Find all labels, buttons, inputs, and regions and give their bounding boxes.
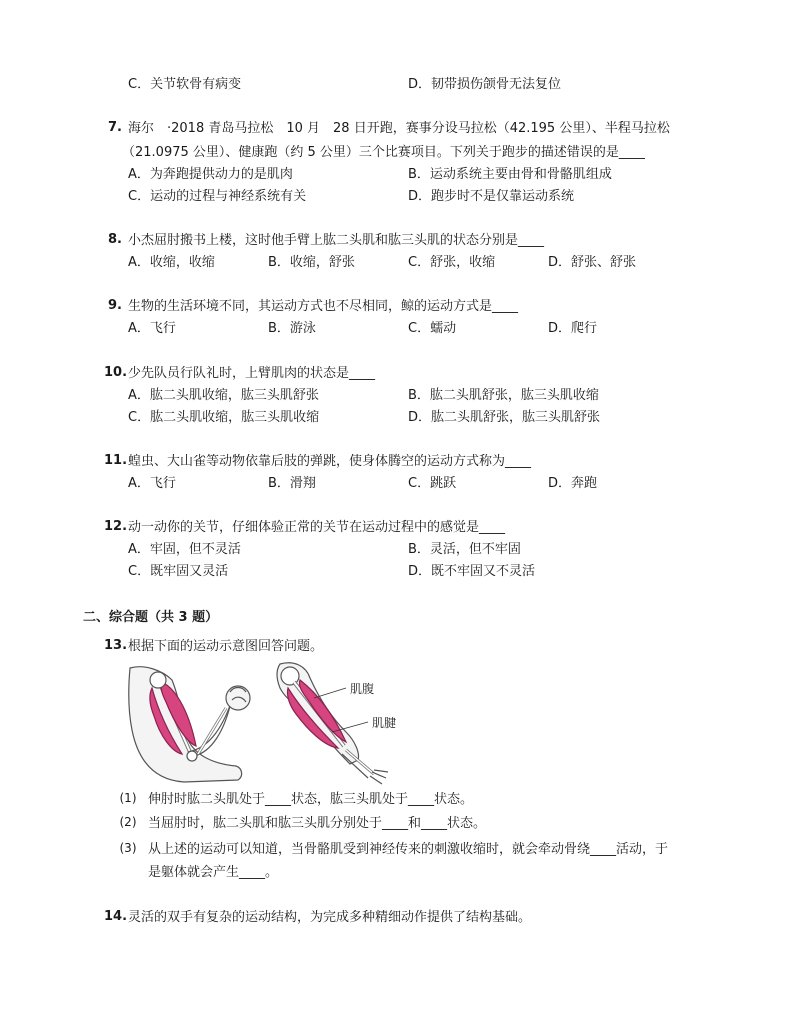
section-title: 二、综合题（共 3 题）: [83, 610, 219, 625]
q13-sub3-text-line1: 从上述的运动可以知道，当骨骼肌受到神经传来的刺激收缩时，就会牵动骨绕____活动，于: [148, 842, 669, 857]
q11-stem: 蝗虫、大山雀等动物依靠后肢的弹跳，使身体腾空的运动方式称为____: [128, 454, 532, 469]
q8-option-b: B．收缩，舒张: [268, 255, 355, 270]
q10-option-b: B．肱二头肌舒张，肱三头肌收缩: [408, 388, 599, 403]
q11-option-a: A．飞行: [128, 476, 176, 491]
q9-stem: 生物的生活环境不同，其运动方式也不尽相同，鲸的运动方式是____: [128, 299, 519, 314]
q7-stem-line2: （21.0975 公里）、健康跑（约 5 公里）三个比赛项目。下列关于跑步的描述错误的是____: [122, 145, 645, 160]
q10-option-c: C．肱二头肌收缩，肱三头肌收缩: [128, 410, 320, 425]
q9-number: 9.: [108, 298, 122, 313]
q8-option-c: C．舒张，收缩: [408, 255, 496, 270]
q6-option-c: C．关节软骨有病变: [128, 77, 242, 92]
q9-option-d: D．爬行: [548, 321, 598, 336]
q13-sub2-text: 当屈肘时，肱二头肌和肱三头肌分别处于____和____状态。: [148, 816, 487, 831]
q14-number: 14.: [104, 909, 128, 924]
q12-option-c: C．既牢固又灵活: [128, 564, 229, 579]
q13-sub3-number: (3): [119, 841, 137, 855]
q7-stem-line1: 海尔 ·2018 青岛马拉松 10 月 28 日开跑，赛事分设马拉松（42.195 公里）、半程马拉松: [128, 121, 670, 136]
q13-sub3-text-line2: 是躯体就会产生____。: [148, 865, 279, 880]
q14-stem: 灵活的双手有复杂的运动结构，为完成多种精细动作提供了结构基础。: [128, 910, 532, 925]
q12-option-b: B．灵活，但不牢固: [408, 542, 521, 557]
q8-option-d: D．舒张、舒张: [548, 255, 637, 270]
q11-number: 11.: [104, 453, 128, 468]
q9-option-c: C．蠕动: [408, 321, 457, 336]
q9-option-a: A．飞行: [128, 321, 176, 336]
q13-stem: 根据下面的运动示意图回答问题。: [128, 639, 324, 654]
q11-option-d: D．奔跑: [548, 476, 598, 491]
q9-option-b: B．游泳: [268, 321, 316, 336]
q10-option-a: A．肱二头肌收缩，肱三头肌舒张: [128, 388, 319, 403]
q8-option-a: A．收缩，收缩: [128, 255, 215, 270]
q13-sub2-number: (2): [119, 815, 137, 829]
label-tendon: 肌腱: [372, 716, 397, 730]
q7-number: 7.: [108, 120, 122, 135]
q10-stem: 少先队员行队礼时，上臂肌肉的状态是____: [128, 366, 376, 381]
q10-number: 10.: [104, 365, 128, 380]
q12-option-d: D．既不牢固又不灵活: [408, 564, 536, 579]
q12-number: 12.: [104, 519, 128, 534]
q8-number: 8.: [108, 232, 122, 247]
q7-option-d: D．跑步时不是仅靠运动系统: [408, 189, 575, 204]
q13-sub1-number: (1): [119, 791, 137, 805]
q12-option-a: A．牢固，但不灵活: [128, 542, 241, 557]
q8-stem: 小杰屈肘搬书上楼，这时他手臂上肱二头肌和肱三头肌的状态分别是____: [128, 233, 545, 248]
q10-option-d: D．肱二头肌舒张，肱三头肌舒张: [408, 410, 601, 425]
q13-sub1-text: 伸肘时肱二头肌处于____状态，肱三头肌处于____状态。: [148, 792, 474, 807]
q12-stem: 动一动你的关节，仔细体验正常的关节在运动过程中的感觉是____: [128, 520, 506, 535]
q6-option-d: D．韧带损伤颌骨无法复位: [408, 77, 562, 92]
flexed-arm-illustration: [129, 667, 250, 782]
q7-option-c: C．运动的过程与神经系统有关: [128, 189, 307, 204]
q11-option-c: C．跳跃: [408, 476, 457, 491]
q13-number: 13.: [104, 638, 128, 653]
q11-option-b: B．滑翔: [268, 476, 316, 491]
label-muscle-belly: 肌腹: [350, 682, 375, 696]
q7-option-a: A．为奔跑提供动力的是肌肉: [128, 167, 293, 182]
q7-option-b: B．运动系统主要由骨和骨骼肌组成: [408, 167, 612, 182]
